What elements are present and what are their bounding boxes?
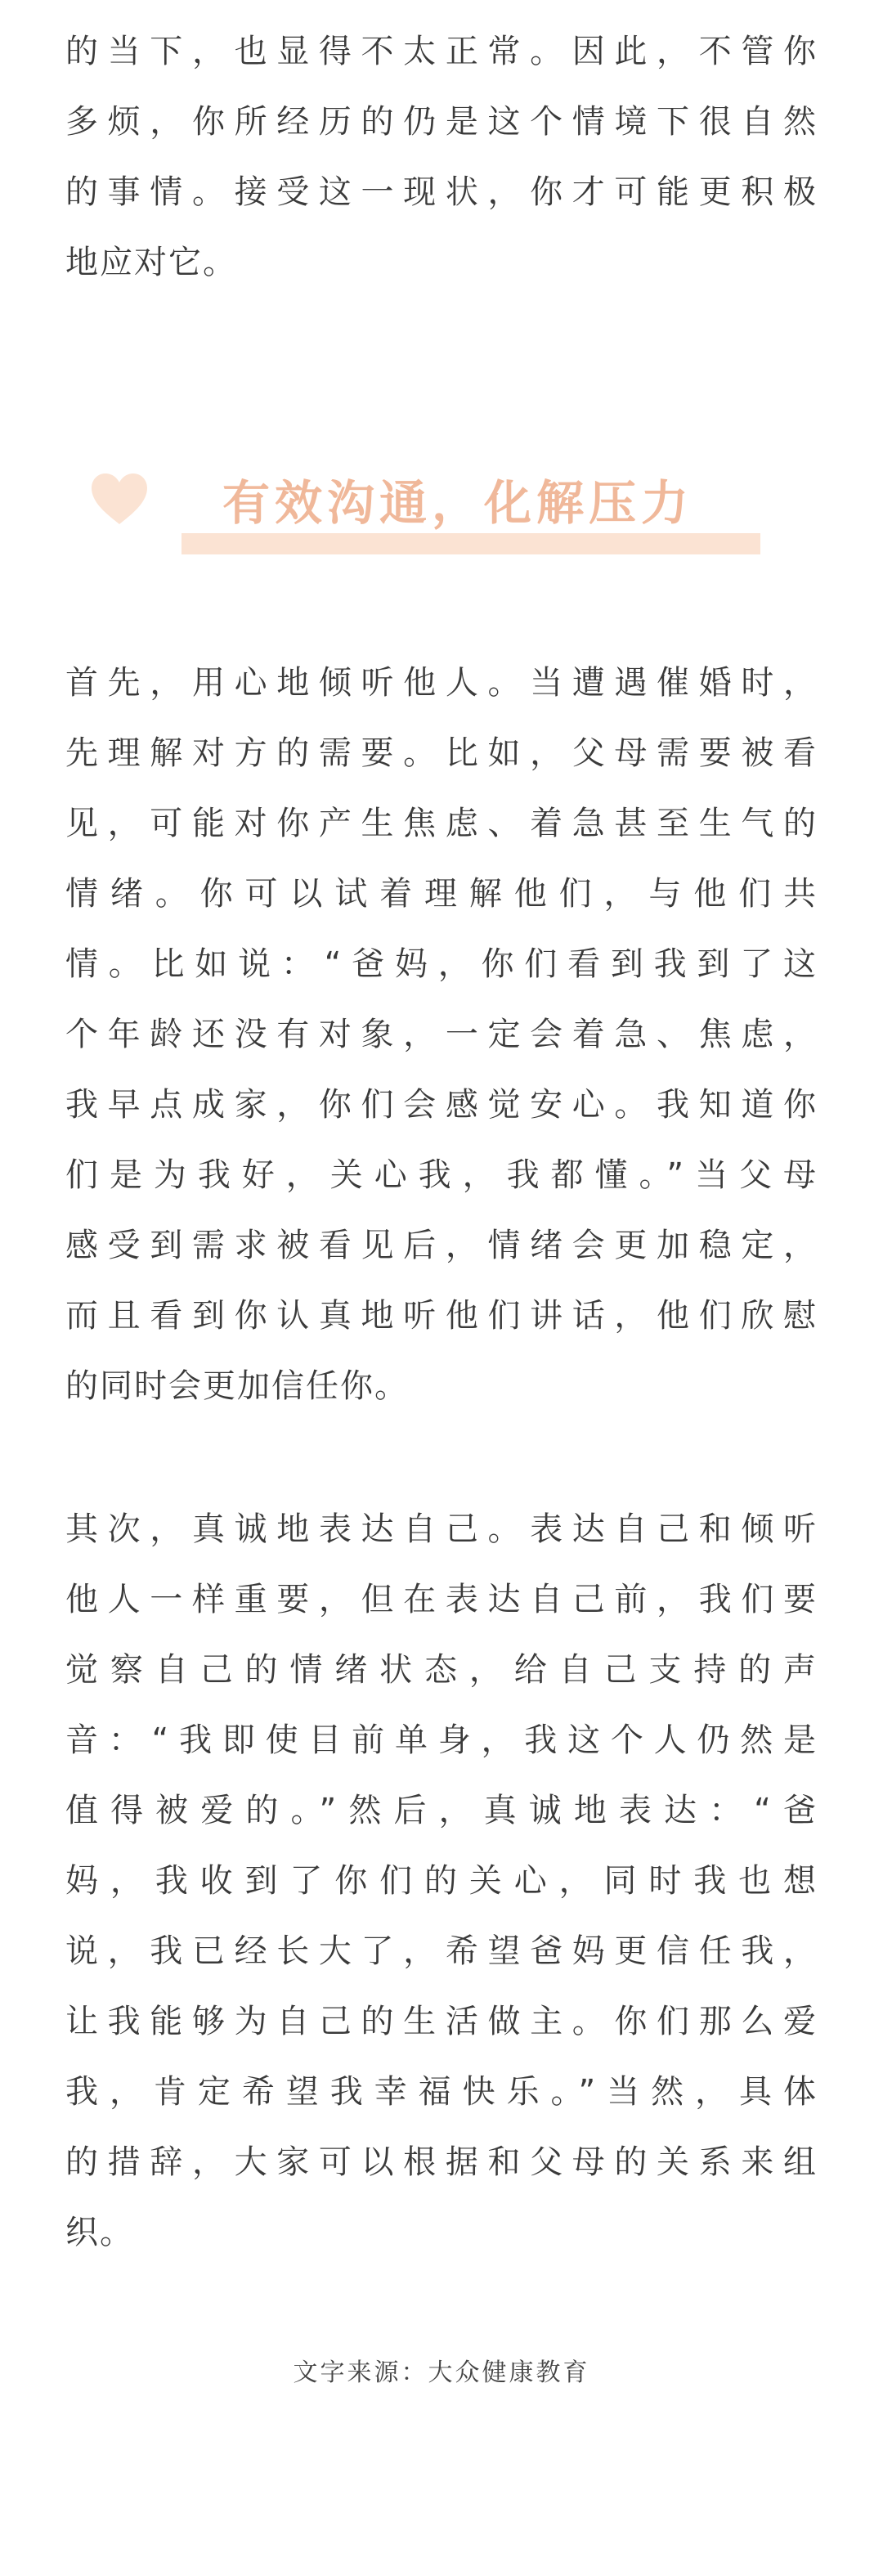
section-heading [0,454,883,568]
text-line: 的当下，也显得不太正常。因此，不管你 [65,33,818,70]
text-line: 我早点成家，你们会感觉安心。我知道你 [65,1086,818,1124]
text-line: 的同时会更加信任你。 [65,1367,409,1405]
text-line: 的措辞，大家可以根据和父母的关系来组 [65,2143,818,2181]
text-line: 情绪。你可以试着理解他们，与他们共 [65,875,818,913]
text-line: 而且看到你认真地听他们讲话，他们欣慰 [65,1297,818,1335]
paragraph-listening [65,648,818,1421]
paragraph-expressing [65,1494,818,2268]
text-line: 的事情。接受这一现状，你才可能更积极 [65,173,818,211]
text-line: 值得被爱的。”然后，真诚地表达：“爸 [65,1792,818,1829]
intro-paragraph [65,16,818,298]
text-line: 情。比如说：“爸妈，你们看到我到了这 [65,945,818,983]
text-line: 妈，我收到了你们的关心，同时我也想 [65,1862,818,1900]
text-line: 先理解对方的需要。比如，父母需要被看 [65,734,818,772]
text-line: 我，肯定希望我幸福快乐。”当然，具体 [65,2073,818,2111]
heart-icon [88,470,150,527]
text-line: 说，我已经长大了，希望爸妈更信任我， [65,1932,818,1970]
text-line: 首先，用心地倾听他人。当遭遇催婚时， [65,664,818,702]
text-line: 音：“我即使目前单身，我这个人仍然是 [65,1721,818,1759]
text-line: 多烦，你所经历的仍是这个情境下很自然 [65,103,818,141]
section-title: 有效沟通，化解压力 [222,475,694,531]
text-line: 让我能够为自己的生活做主。你们那么爱 [65,2003,818,2040]
text-line: 见，可能对你产生焦虑、着急甚至生气的 [65,805,818,842]
text-line: 其次，真诚地表达自己。表达自己和倾听 [65,1510,818,1548]
heading-underline [182,533,760,554]
text-line: 觉察自己的情绪状态，给自己支持的声 [65,1651,818,1689]
text-line: 织。 [65,2214,134,2251]
text-line: 地应对它。 [65,244,237,281]
text-line: 他人一样重要，但在表达自己前，我们要 [65,1581,818,1618]
text-line: 感受到需求被看见后，情绪会更加稳定， [65,1227,818,1264]
source-credit: 文字来源：大众健康教育 [293,2358,590,2387]
text-line: 个年龄还没有对象，一定会着急、焦虑， [65,1016,818,1053]
text-line: 们是为我好，关心我，我都懂。”当父母 [65,1156,818,1194]
